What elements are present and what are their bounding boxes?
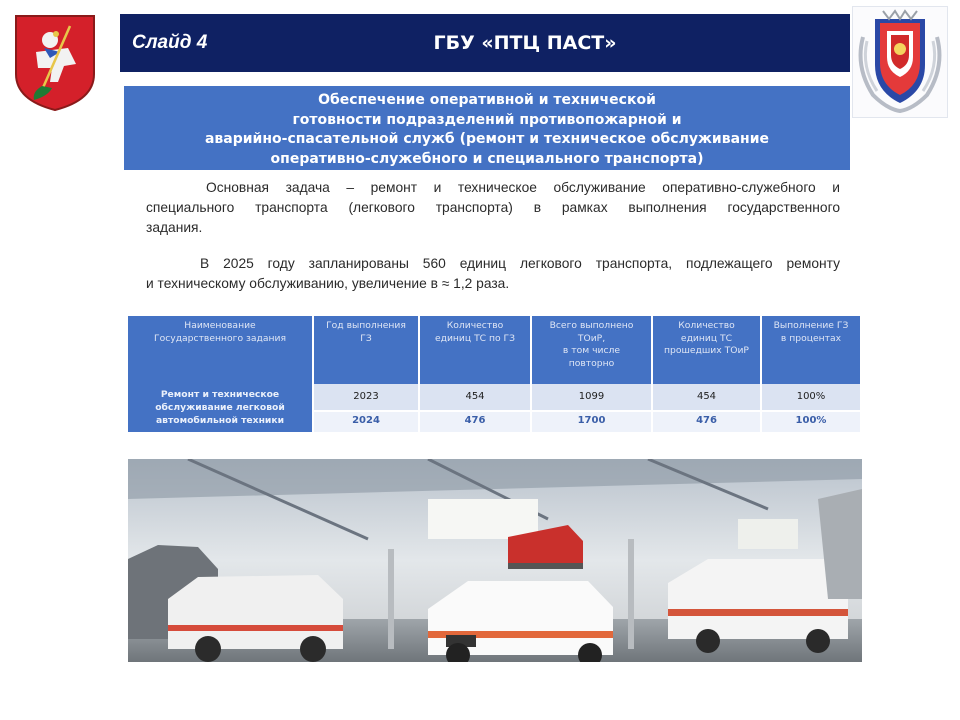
table-cell-year: 2024 xyxy=(314,410,420,432)
main-task-paragraph xyxy=(146,178,840,238)
paragraph-line: В 2025 году запланированы 560 единиц легкового транспорта, подлежащего ремонту xyxy=(200,256,840,271)
paragraph-line: задания. xyxy=(146,220,203,235)
paragraph-line: и техническому обслуживанию, увеличение в ≈ 1,2 раза. xyxy=(146,276,510,291)
table-cell-percent: 100% xyxy=(762,410,860,432)
subtitle-line: аварийно-спасательной служб (ремонт и техническое обслуживание xyxy=(204,131,770,147)
subtitle-text xyxy=(124,91,850,169)
plan-2025-paragraph xyxy=(146,254,840,294)
slide-number: Слайд 4 xyxy=(132,32,208,53)
moscow-coat-of-arms xyxy=(12,12,98,112)
table-cell-planned: 454 xyxy=(420,384,532,410)
table-cell-total: 1700 xyxy=(532,410,653,432)
table-cell-total: 1099 xyxy=(532,384,653,410)
table-row-label: Ремонт и техническое обслуживание легковой автомобильной техники xyxy=(128,384,314,432)
subtitle-line: Обеспечение оперативной и технической xyxy=(318,92,656,108)
organization-title: ГБУ «ПТЦ ПАСТ» xyxy=(433,32,617,54)
paragraph-line: специального транспорта (легкового транспорта) в рамках выполнения государственного xyxy=(146,200,840,215)
table-header-cell: Количество единиц ТС прошедших ТОиР xyxy=(653,316,762,384)
table-cell-planned: 476 xyxy=(420,410,532,432)
table-header-cell: Год выполнения ГЗ xyxy=(314,316,420,384)
subtitle-banner xyxy=(124,86,850,170)
fire-rescue-emblem xyxy=(852,6,948,118)
table-header-cell: Наименование Государственного задания xyxy=(128,316,314,384)
table-cell-units: 454 xyxy=(653,384,762,410)
table-cell-units: 476 xyxy=(653,410,762,432)
paragraph-line: Основная задача – ремонт и техническое обслуживание оперативно-служебного и xyxy=(206,180,840,195)
subtitle-line: готовности подразделений противопожарной и xyxy=(292,111,682,128)
subtitle-line: оперативно-служебного и специального транспорта) xyxy=(270,150,704,167)
table-header-cell: Количество единиц ТС по ГЗ xyxy=(420,316,532,384)
table-header-cell: Выполнение ГЗ в процентах xyxy=(762,316,860,384)
header-bar xyxy=(120,14,850,72)
garage-photo xyxy=(128,459,862,662)
table-cell-year: 2023 xyxy=(314,384,420,410)
table-cell-percent: 100% xyxy=(762,384,860,410)
state-task-table xyxy=(128,316,860,432)
table-header-cell: Всего выполнено ТОиР, в том числе повторно xyxy=(532,316,653,384)
